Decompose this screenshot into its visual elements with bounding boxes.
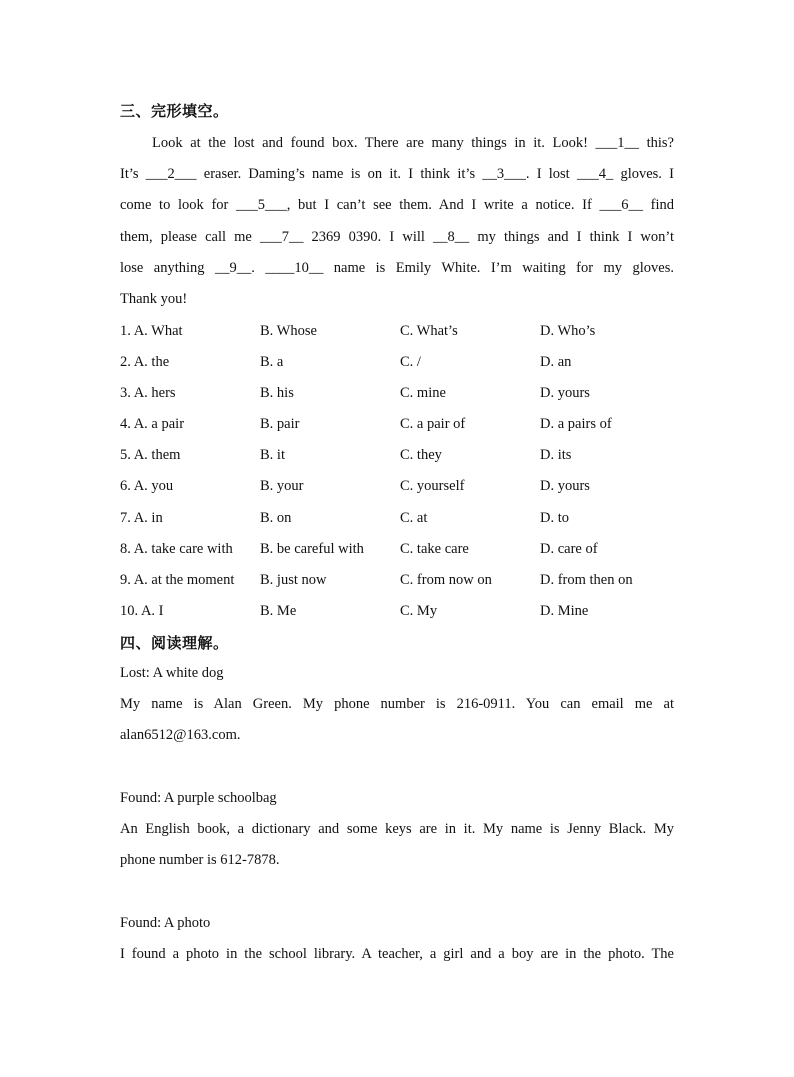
option-c: C. / [400,354,421,371]
option-c: C. What’s [400,323,458,339]
notice-line: My name is Alan Green. My phone number is 216-0911. You can email me at [120,696,674,713]
section-4-heading: 四、阅读理解。 [120,634,229,652]
option-a: 2. A. the [120,354,170,371]
option-d: D. yours [540,478,590,495]
option-b: B. Whose [260,323,317,339]
question-row [120,534,674,565]
notice-line: An English book, a dictionary and some keys are in it. My name is Jenny Black. My [120,821,674,838]
option-a: 10. A. I [120,602,164,619]
option-b: B. it [260,447,285,464]
passage-line: lose anything __9__. ____10__ name is Emily White. I’m waiting for my gloves. [120,259,674,276]
option-d: D. from then on [540,571,633,588]
notice-line: I found a photo in the school library. A teacher, a girl and a boy are in the photo. The [120,946,674,963]
option-b: B. his [260,385,294,402]
passage-line: Thank you! [120,290,188,307]
option-d: D. yours [540,385,590,402]
section-3-heading: 三、完形填空。 [120,102,229,120]
option-c: C. at [400,509,428,526]
notice-title: Lost: A white dog [120,665,224,681]
option-b: B. Me [260,602,297,619]
question-row [120,471,674,502]
option-a: 3. A. hers [120,385,176,402]
question-row [120,316,674,347]
option-d: D. to [540,509,569,526]
option-c: C. yourself [400,478,465,495]
question-row [120,503,674,534]
question-row [120,347,674,378]
option-a: 4. A. a pair [120,416,185,433]
notice-found-photo [120,908,674,970]
option-c: C. they [400,447,442,464]
option-b: B. a [260,354,284,371]
option-b: B. on [260,509,292,526]
option-b: B. be careful with [260,540,364,557]
cloze-passage [120,128,674,315]
option-c: C. mine [400,385,446,402]
notice-line: phone number is 612-7878. [120,852,280,869]
passage-line: come to look for ___5___, but I can’t see them. And I write a notice. If ___6__ find [120,197,674,214]
option-a: 5. A. them [120,447,181,464]
question-row [120,409,674,440]
option-d: D. Mine [540,602,589,619]
question-row [120,565,674,596]
passage-line: Look at the lost and found box. There are many things in it. Look! ___1__ this? [152,135,674,151]
notice-title: Found: A purple schoolbag [120,790,277,806]
notice-lost-dog [120,658,674,752]
option-b: B. your [260,478,304,495]
option-c: C. a pair of [400,416,466,433]
question-row [120,378,674,409]
option-a: 6. A. you [120,478,174,495]
option-a: 1. A. What [120,323,183,339]
passage-line: It’s ___2___ eraser. Daming’s name is on it. I think it’s __3___. I lost ___4_ gloves. I [120,166,674,183]
option-d: D. a pairs of [540,416,612,433]
option-b: B. just now [260,571,327,588]
option-c: C. from now on [400,571,492,588]
option-a: 8. A. take care with [120,540,233,557]
cloze-options [120,316,674,627]
passage-line: them, please call me ___7__ 2369 0390. I will __8__ my things and I think I won’t [120,228,674,245]
option-a: 9. A. at the moment [120,571,235,588]
option-d: D. an [540,354,572,371]
notice-found-schoolbag [120,783,674,877]
notice-line: alan6512@163.com. [120,727,241,744]
question-row [120,596,674,627]
option-d: D. its [540,447,572,464]
question-row [120,440,674,471]
option-c: C. take care [400,540,469,557]
option-d: D. Who’s [540,323,596,339]
option-a: 7. A. in [120,509,163,526]
option-c: C. My [400,602,438,619]
option-b: B. pair [260,416,300,433]
notice-title: Found: A photo [120,915,211,931]
option-d: D. care of [540,540,598,557]
